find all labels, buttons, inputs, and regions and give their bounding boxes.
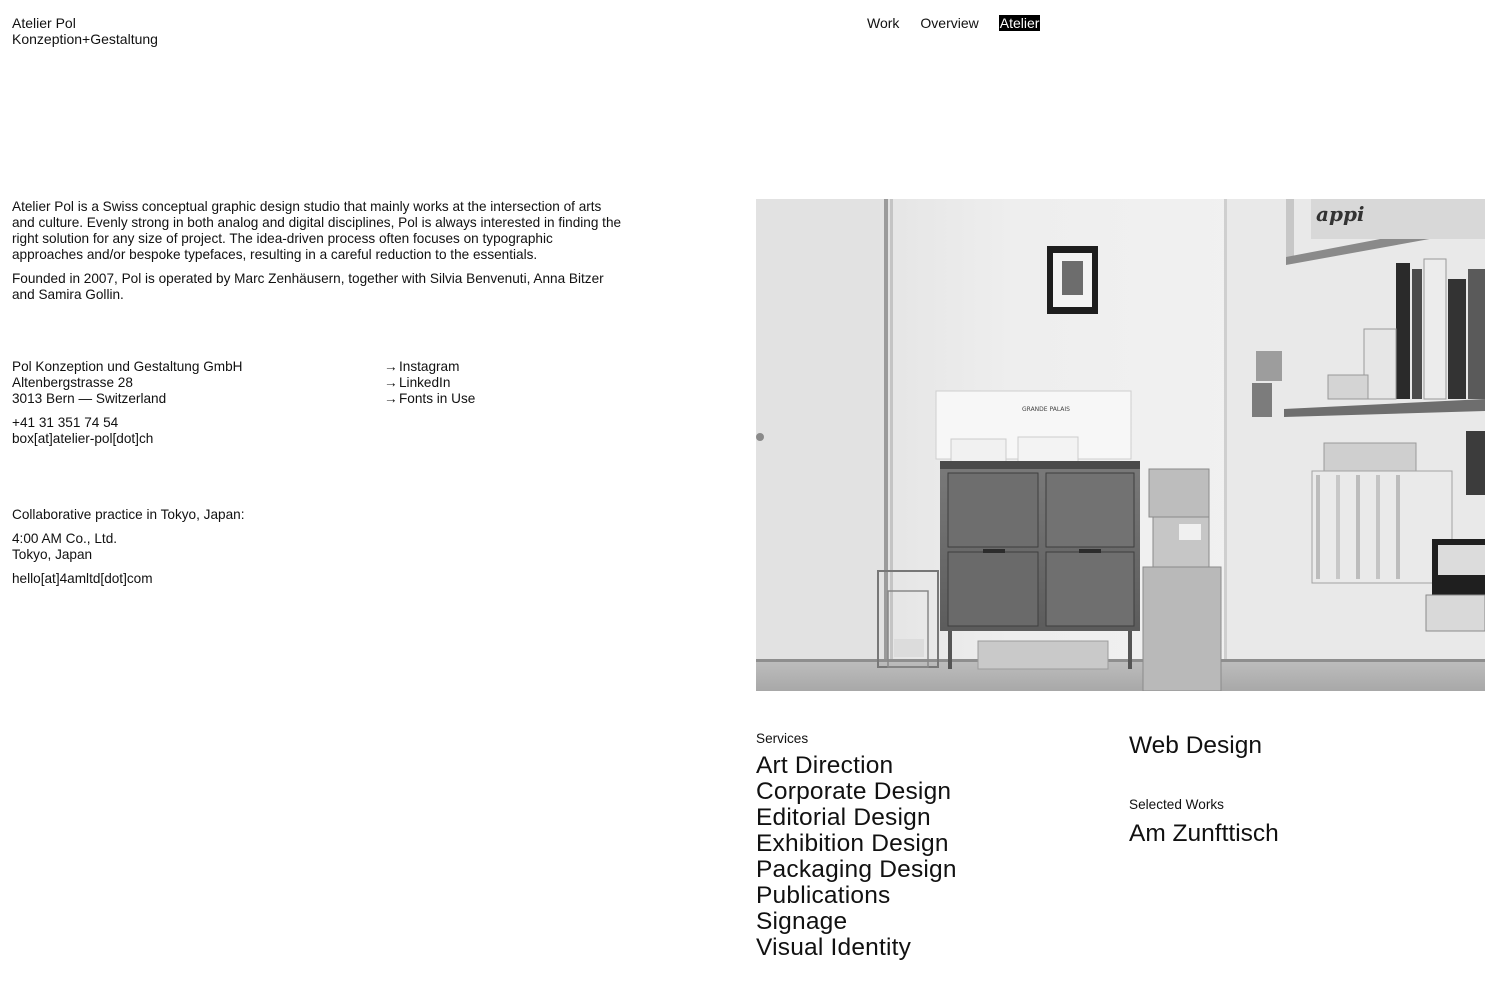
- service-item: Signage: [756, 908, 848, 935]
- intro-text: [12, 199, 622, 311]
- services-label: Services: [756, 731, 809, 746]
- work-link[interactable]: Am Zunfttisch: [1129, 820, 1279, 847]
- tokyo-company: 4:00 AM Co., Ltd.: [12, 531, 118, 546]
- link-label: Instagram: [399, 359, 460, 374]
- service-item: Publications: [756, 882, 891, 909]
- link-instagram[interactable]: [384, 359, 475, 375]
- intro-paragraph: Atelier Pol is a Swiss conceptual graphic design studio that mainly works at the intersection of arts and culture. Evenly strong in both analog and digital disciplines, Pol is always interested in finding the right solution for any size of project. The idea-driven process often focuses on typographic approaches and/or bespoke typefaces, resulting in a careful reduction to the essentials.: [12, 199, 622, 262]
- nav-overview[interactable]: Overview: [920, 15, 979, 31]
- nav-atelier[interactable]: Atelier: [999, 15, 1040, 31]
- address-block: [12, 359, 372, 455]
- tokyo-heading: Collaborative practice in Tokyo, Japan:: [12, 507, 245, 522]
- contact: [12, 415, 372, 447]
- founded-paragraph: Founded in 2007, Pol is operated by Marc Zenhäusern, together with Silvia Benvenuti, Anna Bitzer and Samira Gollin.: [12, 271, 604, 302]
- service-item-web-design: Web Design: [1129, 732, 1263, 759]
- postal-address: [12, 359, 372, 407]
- tokyo-city: Tokyo, Japan: [12, 547, 93, 562]
- services-section: [756, 731, 1116, 961]
- brand-name[interactable]: Atelier Pol: [12, 15, 76, 31]
- city: 3013 Bern — Switzerland: [12, 391, 167, 406]
- company-name: Pol Konzeption und Gestaltung GmbH: [12, 359, 243, 374]
- arrow-right-icon: →: [384, 391, 398, 406]
- arrow-right-icon: →: [384, 359, 398, 374]
- street: Altenbergstrasse 28: [12, 375, 133, 390]
- link-linkedin[interactable]: [384, 375, 475, 391]
- service-item: Editorial Design: [756, 804, 931, 831]
- selected-works: [1129, 797, 1489, 849]
- email-address[interactable]: box[at]atelier-pol[dot]ch: [12, 431, 154, 446]
- service-item: Visual Identity: [756, 934, 912, 961]
- tokyo-email[interactable]: hello[at]4amltd[dot]com: [12, 571, 153, 586]
- service-item: Exhibition Design: [756, 830, 949, 857]
- service-item: Corporate Design: [756, 778, 952, 805]
- phone-number[interactable]: +41 31 351 74 54: [12, 415, 119, 430]
- arrow-right-icon: →: [384, 375, 398, 390]
- services-extra: [1129, 731, 1489, 849]
- services-list: [756, 753, 1116, 961]
- brand[interactable]: [12, 15, 158, 47]
- tokyo-block: [12, 507, 372, 595]
- shelf-text: appi: [1316, 202, 1365, 226]
- selected-works-label: Selected Works: [1129, 797, 1224, 812]
- link-label: LinkedIn: [399, 375, 451, 390]
- service-item: Packaging Design: [756, 856, 957, 883]
- nav-work[interactable]: Work: [867, 15, 900, 31]
- link-fonts-in-use[interactable]: [384, 391, 475, 407]
- social-links: [384, 359, 475, 407]
- tokyo-address: [12, 531, 372, 563]
- main-nav: [866, 15, 1040, 31]
- studio-photo: [756, 199, 1485, 691]
- studio-photo-illustration: [756, 199, 1485, 691]
- brand-tagline[interactable]: Konzeption+Gestaltung: [12, 31, 158, 47]
- service-item: Art Direction: [756, 752, 894, 779]
- link-label: Fonts in Use: [399, 391, 476, 406]
- poster-text: GRANDE PALAIS: [1022, 406, 1070, 413]
